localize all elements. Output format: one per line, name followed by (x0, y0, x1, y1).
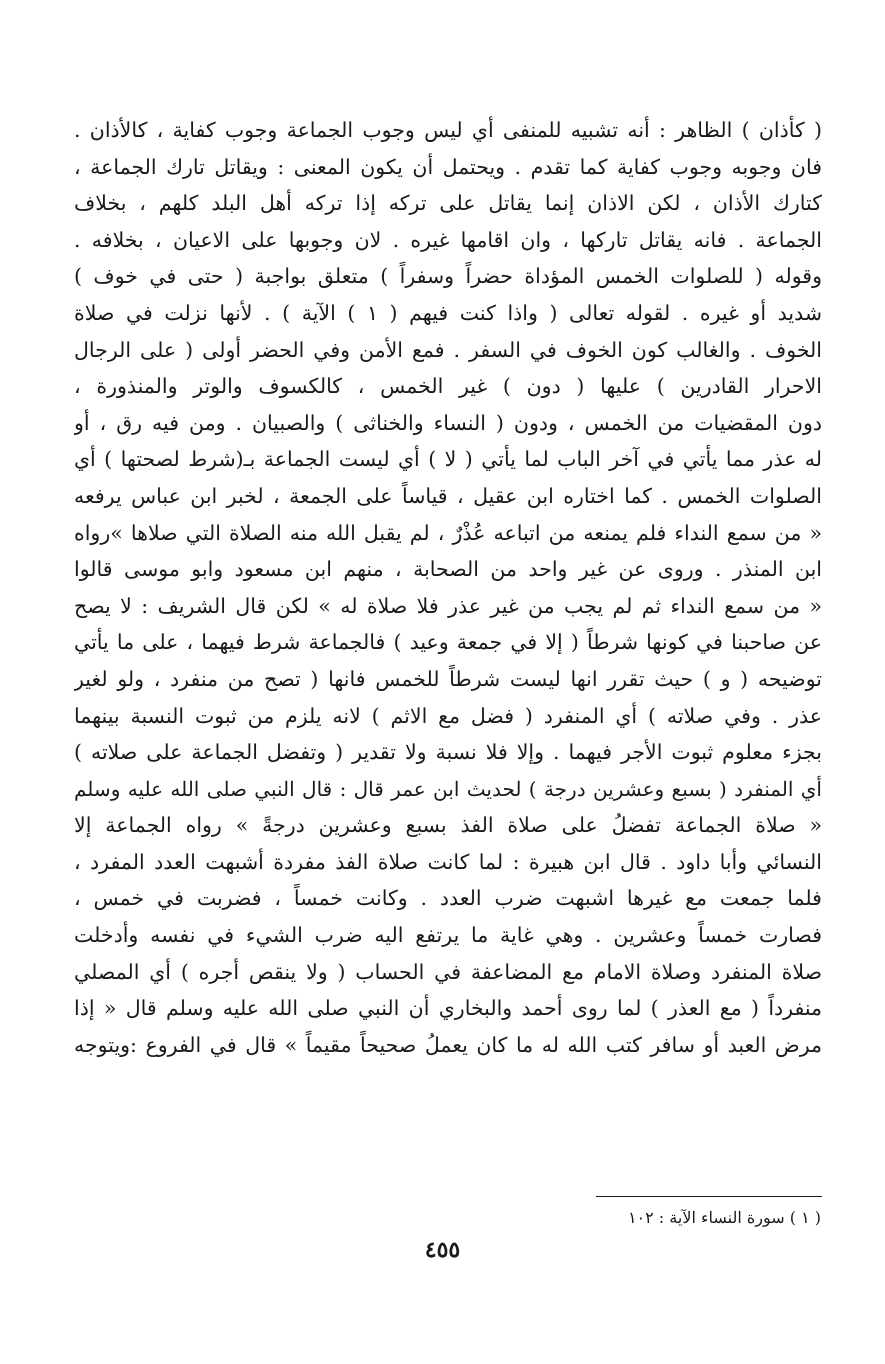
text-line: الاحرار القادرين ) عليها ( دون ) غير الخمس ، كالكسوف والوتر والمنذورة ، (74, 374, 822, 399)
body-text (74, 112, 822, 1063)
text-line: الجماعة . فانه يقاتل تاركها ، وان اقامها غيره . لان وجوبها على الاعيان ، بخلافه . (74, 227, 822, 252)
footnote-separator (596, 1196, 822, 1197)
text-line: فلما جمعت مع غيرها اشبهت ضرب العدد . وكانت خمساً ، فضربت في خمس ، (74, 886, 822, 911)
text-line: ابن المنذر . وروى عن غير واحد من الصحابة ، منهم ابن مسعود وابو موسى قالوا (74, 557, 822, 582)
text-line: له عذر مما يأتي في آخر الباب لما يأتي ( لا ) أي ليست الجماعة بـ(شرط لصحتها ) أي (74, 447, 822, 472)
text-line: توضيحه ( و ) حيث تقرر انها ليست شرطاً للخمس فانها ( تصح من منفرد ، ولو لغير (74, 666, 822, 691)
text-line: عن صاحبنا في كونها شرطاً ( إلا في جمعة وعيد ) فالجماعة شرط فيهما ، على ما يأتي (74, 630, 822, 655)
text-line: الخوف . والغالب كون الخوف في السفر . فمع الأمن وفي الحضر أولى ( على الرجال (74, 337, 822, 362)
text-line: دون المقضيات من الخمس ، ودون ( النساء والخناثى ) والصبيان . ومن فيه رق ، أو (74, 410, 822, 435)
text-line: أي المنفرد ( بسبع وعشرين درجة ) لحديث ابن عمر قال : قال النبي صلى الله عليه وسلم (74, 776, 822, 801)
text-line: « صلاة الجماعة تفضلُ على صلاة الفذ بسبع وعشرين درجةً » رواه الجماعة إلا (74, 813, 822, 838)
text-line: مرض العبد أو سافر كتب الله له ما كان يعملُ صحيحاً مقيماً » قال في الفروع :ويتوجه (74, 1032, 822, 1057)
text-line: النسائي وأبا داود . قال ابن هبيرة : لما كانت صلاة الفذ مفردة أشبهت العدد المفرد ، (74, 849, 822, 874)
text-line: شديد أو غيره . لقوله تعالى ( واذا كنت فيهم ( ١ ) الآية ) . لأنها نزلت في صلاة (74, 300, 822, 325)
text-line: صلاة المنفرد وصلاة الامام مع المضاعفة في الحساب ( ولا ينقص أجره ) أي المصلي (74, 959, 822, 984)
text-line: كتارك الأذان ، لكن الاذان إنما يقاتل على تركه إذا تركه أهل البلد كلهم ، بخلاف (74, 191, 822, 216)
text-line: منفرداً ( مع العذر ) لما روى أحمد والبخاري أن النبي صلى الله عليه وسلم قال « إذا (74, 996, 822, 1021)
text-line: « من سمع النداء فلم يمنعه من اتباعه عُذْرٌ ، لم يقبل الله منه الصلاة التي صلاها »رواه (74, 520, 822, 545)
text-line: بجزء معلوم ثبوت الأجر فيهما . وإلا فلا نسبة ولا تقدير ( وتفضل الجماعة على صلاته ) (74, 740, 822, 765)
page-number: ٤٥٥ (424, 1237, 461, 1263)
text-line: فصارت خمساً وعشرين . وهي غاية ما يرتفع اليه ضرب الشيء في نفسه وأدخلت (74, 923, 822, 948)
text-line: وقوله ( للصلوات الخمس المؤداة حضراً وسفراً ) متعلق بواجبة ( حتى في خوف ) (74, 264, 822, 289)
text-line: الصلوات الخمس . كما اختاره ابن عقيل ، قياساً على الجمعة ، لخبر ابن عباس يرفعه (74, 483, 822, 508)
text-line: فان وجوبه وجوب كفاية كما تقدم . ويحتمل أن يكون المعنى : ويقاتل تارك الجماعة ، (74, 154, 822, 179)
text-line: ( كأذان ) الظاهر : أنه تشبيه للمنفى أي ليس وجوب الجماعة وجوب كفاية ، كالأذان . (74, 118, 822, 142)
text-line: « من سمع النداء ثم لم يجب من غير عذر فلا صلاة له » لكن قال الشريف : لا يصح (74, 593, 822, 618)
text-line: عذر . وفي صلاته ) أي المنفرد ( فضل مع الاثم ) لانه يلزم من ثبوت النسبة بينهما (74, 703, 822, 728)
footnote: ( ١ ) سورة النساء الآية : ١٠٢ (627, 1208, 821, 1227)
